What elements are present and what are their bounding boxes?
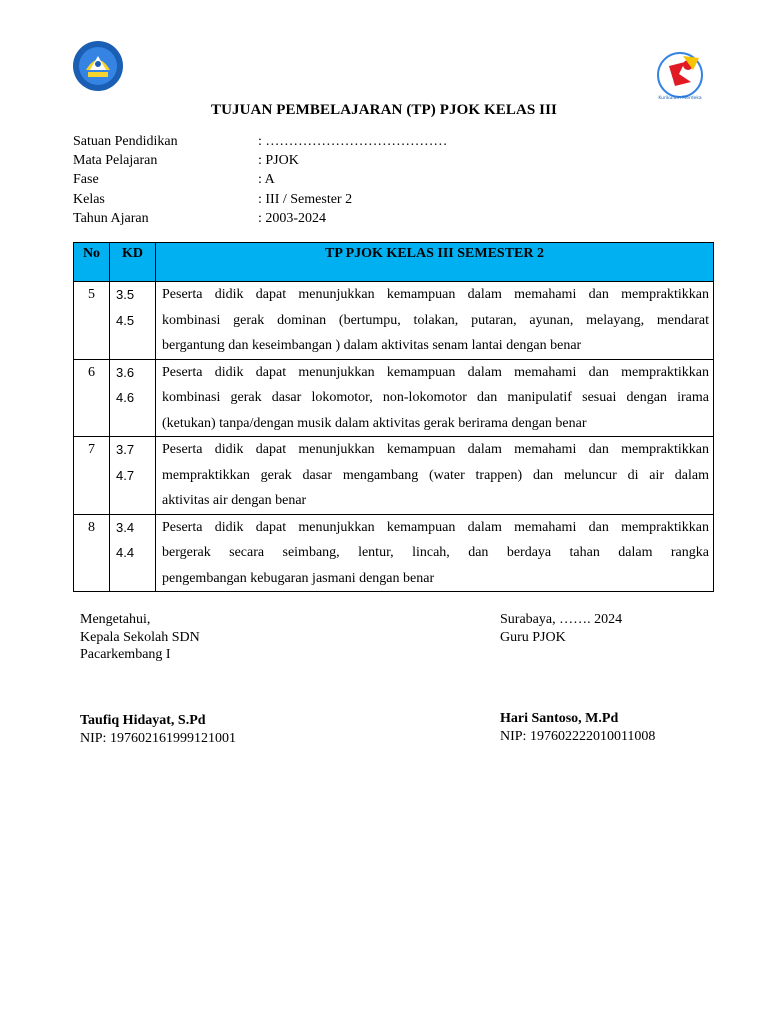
kd-code: 3.4 xyxy=(116,519,135,535)
description-line: aktivitas air dengan benar xyxy=(162,493,307,508)
info-row xyxy=(73,151,447,170)
table-header-row xyxy=(74,243,714,282)
description-line: bergerak secara seimbang, lentur, lincah, dan berdaya tahan dalam rangka xyxy=(162,545,709,560)
row-kd xyxy=(110,437,156,515)
description-line: pengembangan kebugaran jasmani dengan benar xyxy=(162,570,435,586)
description-line: kombinasi gerak dominan (bertumpu, tolakan, putaran, ayunan, melayang, mendarat xyxy=(162,312,709,328)
table-row xyxy=(74,282,714,360)
row-description xyxy=(156,514,714,592)
principal-name: Taufiq Hidayat, S.Pd xyxy=(80,713,206,728)
row-description xyxy=(156,282,714,360)
row-kd xyxy=(110,359,156,437)
description-line: Peserta didik dapat menunjukkan kemampuan dalam memahami dan mempraktikkan xyxy=(162,442,709,457)
signature-right-block xyxy=(500,611,622,646)
kd-code: 3.5 xyxy=(116,287,135,302)
kd-code: 3.6 xyxy=(116,364,135,380)
info-value: : A xyxy=(258,172,275,188)
info-label: Tahun Ajaran xyxy=(73,210,149,226)
info-value: : ………………………………… xyxy=(258,134,448,149)
info-block xyxy=(73,132,447,228)
kd-code: 4.6 xyxy=(116,390,135,405)
tp-table xyxy=(73,242,714,592)
header-tp: TP PJOK KELAS III SEMESTER 2 xyxy=(156,243,714,282)
info-value: : PJOK xyxy=(258,153,299,169)
info-label: Mata Pelajaran xyxy=(73,153,158,169)
table-row xyxy=(74,514,714,592)
document-title: TUJUAN PEMBELAJARAN (TP) PJOK KELAS III xyxy=(210,102,557,118)
description-line: mempraktikkan gerak dasar mengambang (water trappen) dan meluncur di air dalam xyxy=(162,467,709,483)
description-line: kombinasi gerak dasar lokomotor, non-lokomotor dan manipulatif sesuai dengan irama xyxy=(162,390,709,405)
kd-code: 4.7 xyxy=(116,467,135,483)
info-row xyxy=(73,132,447,151)
table-row xyxy=(74,437,714,515)
description-line: (ketukan) tanpa/dengan musik dalam aktivitas gerak berirama dengan benar xyxy=(162,415,587,431)
header-kd: KD xyxy=(110,243,156,282)
info-label: Satuan Pendidikan xyxy=(73,134,178,149)
row-number: 8 xyxy=(74,514,110,592)
kd-code: 3.7 xyxy=(116,442,135,457)
info-label: Kelas xyxy=(73,191,105,207)
row-kd xyxy=(110,282,156,360)
info-row xyxy=(73,209,447,228)
info-row xyxy=(73,170,447,189)
kd-code: 4.5 xyxy=(116,312,135,328)
signature-right-line: Guru PJOK xyxy=(500,629,566,645)
row-number: 6 xyxy=(74,359,110,437)
row-description xyxy=(156,359,714,437)
principal-nip: NIP: 197602161999121001 xyxy=(80,730,236,746)
row-number: 7 xyxy=(74,437,110,515)
signature-left-block xyxy=(80,611,200,664)
signature-right-line: Surabaya, ……. 2024 xyxy=(500,612,623,627)
description-line: Peserta didik dapat menunjukkan kemampuan dalam memahami dan mempraktikkan xyxy=(162,519,709,535)
table-row xyxy=(74,359,714,437)
merdeka-belajar-logo xyxy=(655,52,707,102)
row-number: 5 xyxy=(74,282,110,360)
info-value: : III / Semester 2 xyxy=(258,191,353,207)
teacher-name: Hari Santoso, M.Pd xyxy=(500,711,619,726)
teacher-nip: NIP: 197602222010011008 xyxy=(500,728,656,744)
signature-left-identity xyxy=(80,712,236,747)
logo-caption: Kurikulum Merdeka xyxy=(658,96,702,101)
row-description xyxy=(156,437,714,515)
description-line: bergantung dan keseimbangan ) dalam aktivitas senam lantai dengan benar xyxy=(162,338,582,353)
description-line: Peserta didik dapat menunjukkan kemampuan dalam memahami dan mempraktikkan xyxy=(162,364,709,380)
signature-left-line: Mengetahui, xyxy=(80,612,151,627)
info-row xyxy=(73,190,447,209)
signature-left-line: Pacarkembang I xyxy=(80,647,171,662)
signature-left-line: Kepala Sekolah SDN xyxy=(80,629,200,645)
tut-wuri-handayani-logo xyxy=(72,40,124,92)
info-value: : 2003-2024 xyxy=(258,210,327,226)
row-kd xyxy=(110,514,156,592)
signature-right-identity xyxy=(500,710,655,745)
header-no: No xyxy=(74,243,110,282)
kd-code: 4.4 xyxy=(116,545,135,560)
description-line: Peserta didik dapat menunjukkan kemampuan dalam memahami dan mempraktikkan xyxy=(162,287,709,302)
info-label: Fase xyxy=(73,172,99,188)
